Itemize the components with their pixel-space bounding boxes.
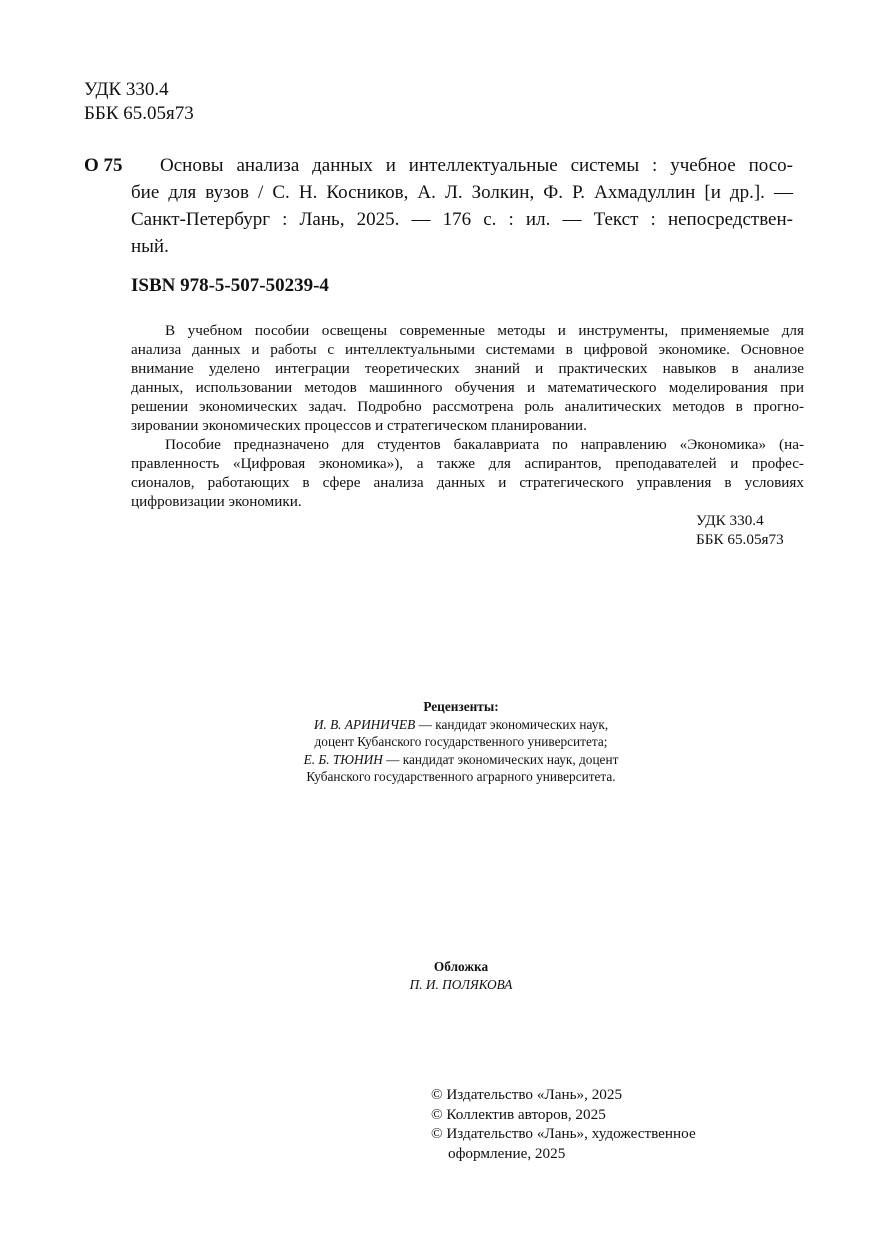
annotation-line: внимание уделено интеграции теоретических знаний и практических навыков в анализе [131, 360, 804, 377]
bibliographic-record [131, 152, 793, 260]
cover-heading: Обложка [433, 959, 489, 974]
annotation-line: Пособие предназначено для студентов бакалавриата по направлению «Экономика» (на- [165, 436, 804, 453]
reviewer-1-name: И. В. АРИНИЧЕВ [313, 716, 416, 732]
annotation-line: правленность «Цифровая экономика»), а также для аспирантов, преподавателей и профес- [131, 455, 804, 472]
record-line: Санкт-Петербург : Лань, 2025. — 176 с. : ил. — Текст : непосредствен- [131, 209, 793, 230]
isbn: ISBN 978-5-507-50239-4 [131, 275, 329, 296]
reviewer-2-name: Е. Б. ТЮНИН [303, 751, 383, 767]
annotation-classification [696, 511, 792, 549]
annotation-line: сионалов, работающих в сфере анализа данных и стратегического управления в условиях [131, 474, 804, 491]
classification-header [84, 78, 194, 126]
author-sign: О 75 [84, 155, 123, 176]
cover-designer: П. И. ПОЛЯКОВА [409, 976, 513, 992]
copyright-line: оформление, 2025 [448, 1144, 566, 1162]
annotation-udk: УДК 330.4 [696, 512, 764, 529]
annotation-line: данных, использовании методов машинного обучения и математического моделирования при [131, 379, 804, 396]
copyright-block [431, 1085, 696, 1163]
reviewer-1-title: — кандидат экономических наук, [415, 716, 609, 732]
annotation-line: анализа данных и работы с интеллектуальными системами в цифровой экономике. Основное [131, 341, 804, 358]
annotation-line: зировании экономических процессов и стратегическом планировании. [131, 417, 587, 434]
copyright-line: © Издательство «Лань», художественное [431, 1125, 696, 1142]
reviewer-2 [200, 751, 722, 769]
reviewer-1-affiliation: доцент Кубанского государственного университета; [314, 734, 608, 749]
cover-credit [300, 958, 622, 993]
bbk-code: ББК 65.05я73 [84, 103, 194, 124]
annotation-bbk: ББК 65.05я73 [696, 531, 784, 548]
record-line: Основы анализа данных и интеллектуальные системы : учебное посо- [160, 155, 793, 176]
annotation-line: решении экономических задач. Подробно рассмотрена роль аналитических методов в прогно- [131, 398, 804, 415]
reviewers-heading: Рецензенты: [423, 699, 499, 714]
copyright-line: © Издательство «Лань», 2025 [431, 1086, 623, 1103]
reviewer-1 [200, 716, 722, 734]
record-line: ный. [131, 236, 169, 257]
record-line: бие для вузов / С. Н. Косников, А. Л. Золкин, Ф. Р. Ахмадуллин [и др.]. — [131, 182, 793, 203]
annotation-line: цифровизации экономики. [131, 493, 302, 510]
copyright-line: © Коллектив авторов, 2025 [431, 1105, 606, 1123]
reviewer-2-affiliation: Кубанского государственного аграрного университета. [306, 769, 616, 784]
reviewers-block [200, 698, 722, 786]
annotation [131, 321, 804, 511]
udk-code: УДК 330.4 [84, 79, 169, 100]
annotation-line: В учебном пособии освещены современные методы и инструменты, применяемые для [165, 322, 804, 339]
reviewer-2-title: — кандидат экономических наук, доцент [382, 751, 619, 767]
